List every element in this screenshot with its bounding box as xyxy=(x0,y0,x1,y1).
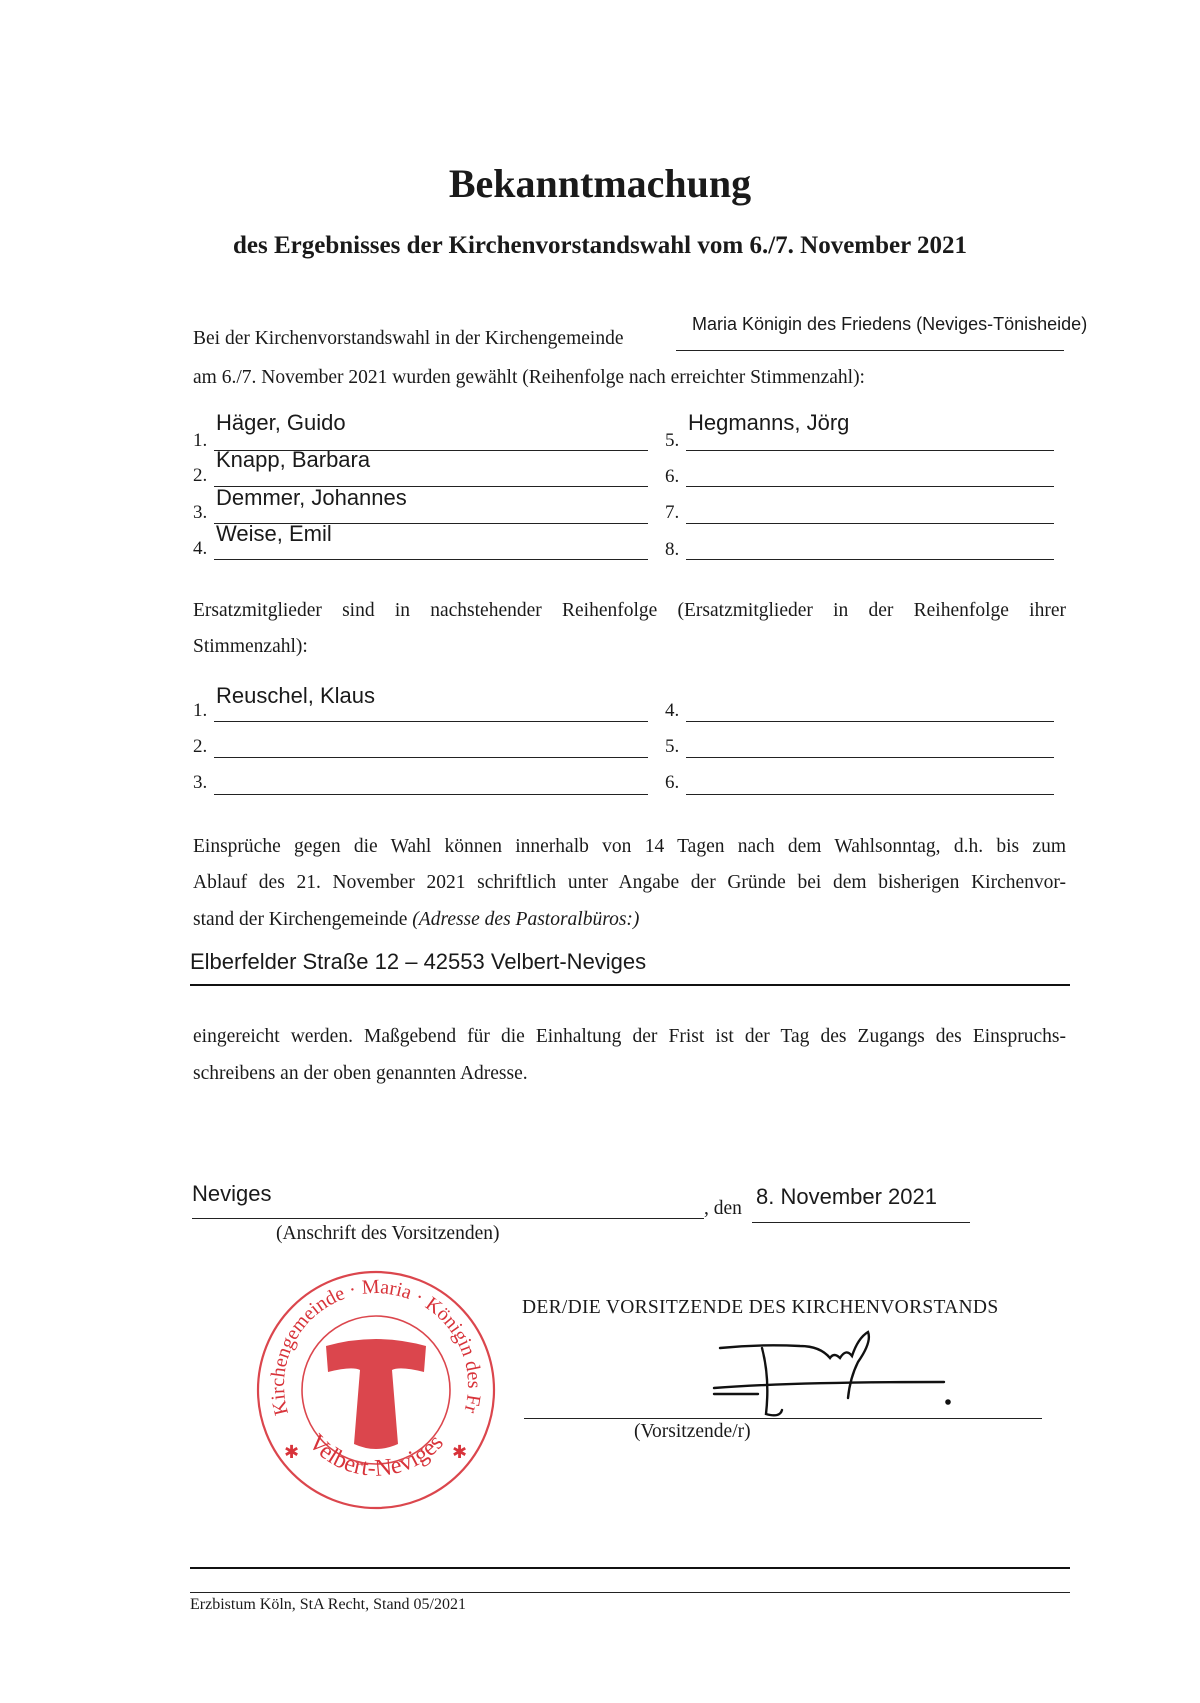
substitute-name: Reuschel, Klaus xyxy=(216,683,375,708)
pastoral-office-address: Elberfelder Straße 12 – 42553 Velbert-Neviges xyxy=(190,949,647,974)
substitute-line xyxy=(686,721,1054,722)
signature-graphic xyxy=(700,1318,960,1428)
elected-number: 1. xyxy=(193,430,208,451)
substitute-number: 3. xyxy=(193,772,208,793)
substitutes-text-line2: Stimmenzahl): xyxy=(193,636,308,657)
parish-underline xyxy=(676,350,1064,351)
substitute-line xyxy=(686,757,1054,758)
substitute-number: 1. xyxy=(193,700,208,721)
objection-line3 xyxy=(193,909,639,931)
document-subtitle: des Ergebnisses der Kirchenvorstandswahl vom 6./7. November 2021 xyxy=(232,232,968,259)
place-underline xyxy=(192,1218,704,1219)
elected-number: 5. xyxy=(665,430,680,451)
parish-stamp-graphic xyxy=(248,1262,504,1518)
elected-name: Häger, Guido xyxy=(216,410,346,435)
parish-stamp xyxy=(248,1262,504,1518)
elected-number: 7. xyxy=(665,502,680,523)
objection-line1: Einsprüche gegen die Wahl können innerhalb von 14 Tagen nach dem Wahlsonntag, d.h. bis zum xyxy=(193,836,1066,857)
place-caption: (Anschrift des Vorsitzenden) xyxy=(276,1223,500,1244)
substitute-line xyxy=(214,757,648,758)
date-value: 8. November 2021 xyxy=(756,1184,937,1209)
footer-rule-thin xyxy=(190,1592,1070,1593)
elected-line xyxy=(214,559,648,560)
address-underline xyxy=(190,984,1070,986)
parish-name: Maria Königin des Friedens (Neviges-Tönisheide) xyxy=(692,314,1088,334)
substitute-number: 2. xyxy=(193,736,208,757)
elected-line xyxy=(686,486,1054,487)
date-prefix: , den xyxy=(704,1198,742,1219)
stamp-text-bottom: Velbert-Neviges xyxy=(303,1429,449,1483)
date-underline xyxy=(752,1222,970,1223)
elected-name: Knapp, Barbara xyxy=(216,447,371,472)
elected-number: 8. xyxy=(665,539,680,560)
stamp-text-top: Kirchengemeinde · Maria · Königin des Fr xyxy=(266,1275,486,1418)
substitutes-text-line1: Ersatzmitglieder sind in nachstehender Reihenfolge (Ersatzmitglieder in der Reihenfolge ihrer xyxy=(193,600,1066,621)
objection-line3-text: stand der Kirchengemeinde xyxy=(193,909,408,930)
substitute-number: 4. xyxy=(665,700,680,721)
place-value: Neviges xyxy=(192,1181,272,1206)
substitute-line xyxy=(214,794,648,795)
stamp-star-icon: ✱ xyxy=(452,1442,468,1463)
handwritten-signature xyxy=(700,1318,960,1428)
objection-line2: Ablauf des 21. November 2021 schriftlich unter Angabe der Gründe bei dem bisherigen Kirchenvor- xyxy=(193,872,1066,893)
elected-name: Weise, Emil xyxy=(216,521,332,546)
elected-name: Demmer, Johannes xyxy=(216,485,407,510)
elected-line xyxy=(686,523,1054,524)
objection-line5: schreibens an der oben genannten Adresse. xyxy=(193,1063,528,1084)
elected-number: 3. xyxy=(193,502,208,523)
chair-caption: (Vorsitzende/r) xyxy=(634,1421,751,1442)
stamp-star-icon: ✱ xyxy=(284,1442,300,1463)
substitute-number: 5. xyxy=(665,736,680,757)
intro-line1: Bei der Kirchenvorstandswahl in der Kirchengemeinde xyxy=(193,328,624,349)
substitute-line xyxy=(214,721,648,722)
elected-number: 2. xyxy=(193,465,208,486)
elected-line xyxy=(686,559,1054,560)
chair-signature-line xyxy=(524,1418,1042,1419)
chair-heading: DER/DIE VORSITZENDE DES KIRCHENVORSTANDS xyxy=(522,1297,999,1318)
objection-line4: eingereicht werden. Maßgebend für die Einhaltung der Frist ist der Tag des Zugangs des Einspruchs- xyxy=(193,1026,1066,1047)
objection-line3-italic: (Adresse des Pastoralbüros:) xyxy=(412,909,640,930)
substitute-number: 6. xyxy=(665,772,680,793)
substitute-line xyxy=(686,794,1054,795)
elected-number: 4. xyxy=(193,538,208,559)
footer-text: Erzbistum Köln, StA Recht, Stand 05/2021 xyxy=(190,1596,466,1613)
elected-name: Hegmanns, Jörg xyxy=(688,410,850,435)
intro-line2: am 6./7. November 2021 wurden gewählt (Reihenfolge nach erreichter Stimmenzahl): xyxy=(193,367,865,388)
elected-number: 6. xyxy=(665,466,680,487)
document-title: Bekanntmachung xyxy=(448,161,752,206)
elected-line xyxy=(686,450,1054,451)
footer-rule-thick xyxy=(190,1567,1070,1569)
